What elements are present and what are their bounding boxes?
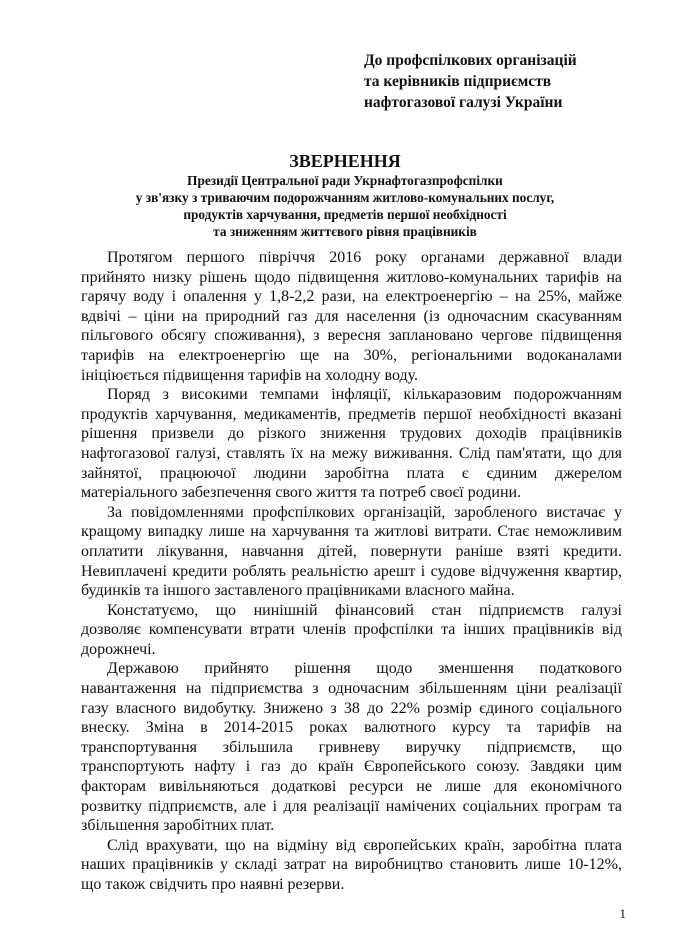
paragraph-line: наших працівників у складі затрат на виробництво становить лише 10-12%,: [81, 856, 622, 874]
heading-subtitle-line: у зв'язку з триваючим подорожчанням житлово-комунальних послуг,: [135, 190, 555, 205]
paragraph-line: прийнято низку рішень щодо підвищення житлово-комунальних тарифів на: [81, 268, 622, 286]
paragraph-line: внеску. Зміна в 2014-2015 роках валютного курсу та тарифів на: [81, 719, 622, 737]
paragraph-line: розвитку підприємств, але і для реалізації намічених соціальних програм та: [81, 797, 622, 815]
body-paragraph: [81, 248, 622, 385]
paragraph-line: транспортування збільшила гривневу виручку підприємств, що: [81, 738, 622, 756]
body-paragraph: [81, 601, 622, 660]
paragraph-line: тарифів на електроенергію ще на 30%, регіональними водоканалами: [81, 346, 622, 364]
document-title: ЗВЕРНЕННЯ: [289, 151, 401, 171]
paragraph-line: гарячу воду і опалення у 1,8-2,2 рази, на електроенергію – на 25%, майже: [81, 288, 622, 306]
paragraph-line: Протягом першого півріччя 2016 року органами державної влади: [107, 249, 622, 266]
addressee-line: та керівників підприємств: [364, 73, 552, 90]
paragraph-line: факторам вивільняються додаткові ресурси не лише для економічного: [81, 778, 622, 796]
paragraph-line: транспортують нафту і газ до країн Європейського союзу. Завдяки цим: [81, 758, 622, 776]
body-paragraph: [81, 385, 622, 503]
paragraph-line: пільгового обсягу споживання), з вересня заплановано чергове підвищення: [81, 327, 622, 345]
paragraph-line: вдвічі – ціни на природний газ для населення (із одночасним скасуванням: [81, 307, 622, 325]
paragraph-line: Поряд з високими темпами інфляції, кількаразовим подорожчанням: [107, 386, 622, 404]
heading-subtitle-line: продуктів харчування, предметів першої необхідності: [183, 207, 507, 222]
body-paragraph: [81, 659, 622, 835]
paragraph-line: газу власного видобутку. Знижено з 38 до 22% розмір єдиного соціального: [81, 699, 622, 717]
body-paragraph: [81, 503, 622, 601]
paragraph-line: Констатуємо, що нинішній фінансовий стан підприємств галузі: [107, 601, 622, 619]
paragraph-line: дорожнечі.: [81, 640, 156, 658]
paragraph-line: рішення призвели до різкого зниження трудових доходів працівників: [81, 425, 622, 443]
paragraph-line: будинків та іншого заставленого працівниками власного майна.: [81, 582, 515, 600]
paragraph-line: нафтогазової галузі, ставлять їх на межу виживання. Слід пам'ятати, що для: [81, 444, 622, 462]
body-paragraph: [81, 836, 622, 895]
addressee-line: До профспілкових організацій: [364, 52, 577, 69]
heading-subtitle-line: Президії Центральної ради Укрнафтогазпрофспілки: [187, 173, 503, 188]
document-heading: [80, 150, 610, 240]
paragraph-line: За повідомленнями профспілкових організацій, заробленого вистачає у: [107, 503, 622, 521]
paragraph-line: Слід врахувати, що на відміну від європейських країн, заробітна плата: [107, 836, 622, 854]
addressee-line: нафтогазової галузі України: [364, 94, 563, 111]
paragraph-line: ініціюється підвищення тарифів на холодну воду.: [81, 366, 419, 384]
paragraph-line: матеріального забезпечення свого життя та потреб своєї родини.: [81, 484, 522, 502]
paragraph-line: кращому випадку лише на харчування та житлові витрати. Стає неможливим: [81, 523, 622, 541]
paragraph-line: оплатити лікування, навчання дітей, повернути раніше взяті кредити.: [81, 542, 622, 560]
document-body: [81, 248, 622, 895]
paragraph-line: зайнятої, працюючої людини заробітна плата є єдиним джерелом: [81, 464, 622, 482]
paragraph-line: що також свідчить про наявні резерви.: [81, 876, 345, 893]
paragraph-line: дозволяє компенсувати втрати членів профспілки та інших працівників від: [81, 621, 622, 639]
addressee-block: [364, 50, 577, 113]
paragraph-line: Державою прийнято рішення щодо зменшення податкового: [107, 660, 622, 678]
paragraph-line: збільшення заробітних плат.: [81, 817, 275, 835]
paragraph-line: Невиплачені кредити роблять реальністю арешт і судове відчуження квартир,: [81, 562, 622, 580]
heading-subtitle-line: та зниженням життєвого рівня працівників: [213, 224, 477, 239]
paragraph-line: продуктів харчування, медикаментів, предметів першої необхідності вказані: [81, 405, 622, 423]
paragraph-line: навантаження на підприємства з одночасним збільшенням ціни реалізації: [81, 680, 622, 698]
page-number: 1: [619, 906, 626, 921]
